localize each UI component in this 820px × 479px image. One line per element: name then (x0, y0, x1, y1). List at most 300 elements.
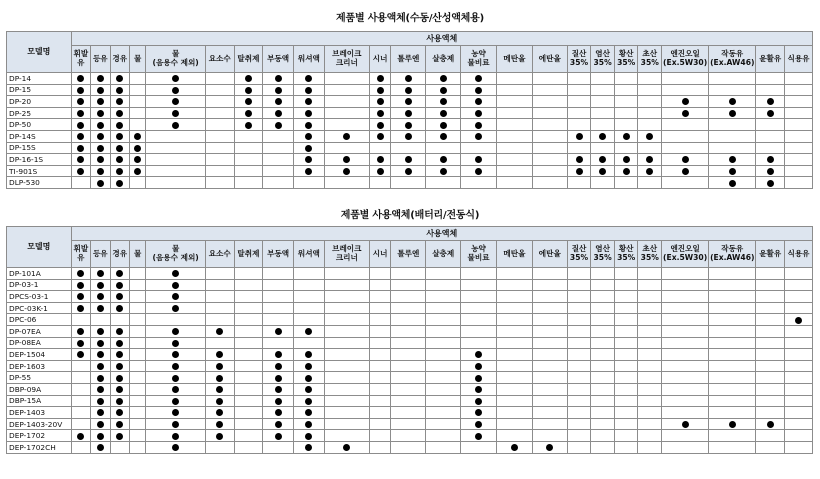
compatibility-cell (294, 119, 325, 131)
compatibility-cell (234, 395, 263, 407)
compatibility-cell (614, 119, 638, 131)
compatibility-cell (110, 395, 129, 407)
compatibility-cell (756, 314, 785, 326)
compatibility-cell (146, 314, 205, 326)
compatibility-cell (205, 165, 234, 177)
liquid-column-header: 탈취제 (234, 241, 263, 268)
compatibility-cell (71, 337, 90, 349)
compatibility-cell (91, 177, 110, 189)
compatibility-cell (205, 441, 234, 453)
compatibility-cell (497, 430, 533, 442)
compatibility-cell (567, 372, 591, 384)
compatibility-cell (391, 177, 426, 189)
compatible-dot-icon (475, 133, 482, 140)
compatibility-cell (91, 302, 110, 314)
compatibility-cell (324, 325, 369, 337)
compatibility-cell (497, 360, 533, 372)
compatibility-cell (294, 325, 325, 337)
compatibility-cell (110, 119, 129, 131)
compatibility-cell (130, 383, 146, 395)
compatibility-cell (591, 73, 615, 85)
compatibility-cell (205, 372, 234, 384)
compatible-dot-icon (275, 328, 282, 335)
compatibility-cell (110, 268, 129, 280)
compatibility-cell (294, 73, 325, 85)
compatible-dot-icon (97, 444, 104, 451)
compatibility-cell (294, 279, 325, 291)
compatibility-cell (785, 279, 813, 291)
compatible-dot-icon (77, 156, 84, 163)
liquid-column-header: 워셔액 (294, 241, 325, 268)
compatibility-cell (91, 418, 110, 430)
compatible-dot-icon (305, 409, 312, 416)
compatibility-cell (324, 372, 369, 384)
compatible-dot-icon (623, 156, 630, 163)
compatibility-cell (110, 279, 129, 291)
compatibility-cell (662, 302, 709, 314)
table-row (7, 395, 813, 407)
liquid-column-header: 요소수 (205, 46, 234, 73)
model-name-cell: DP-25 (7, 107, 72, 119)
compatible-dot-icon (116, 328, 123, 335)
compatibility-cell (591, 349, 615, 361)
compatible-dot-icon (275, 433, 282, 440)
compatibility-cell (130, 130, 146, 142)
compatibility-cell (146, 73, 205, 85)
compatibility-cell (461, 325, 497, 337)
compatibility-cell (532, 349, 567, 361)
model-name-cell: DP-14S (7, 130, 72, 142)
compatibility-cell (709, 302, 756, 314)
compatibility-cell (91, 165, 110, 177)
compatibility-cell (391, 314, 426, 326)
compatibility-cell (532, 441, 567, 453)
compatibility-cell (146, 430, 205, 442)
compatibility-cell (263, 84, 294, 96)
compatible-dot-icon (377, 122, 384, 129)
compatibility-cell (662, 96, 709, 108)
compatibility-cell (614, 130, 638, 142)
compatibility-cell (391, 73, 426, 85)
compatible-dot-icon (77, 98, 84, 105)
compatible-dot-icon (116, 87, 123, 94)
compatibility-cell (294, 360, 325, 372)
compatible-dot-icon (682, 156, 689, 163)
compatibility-cell (497, 107, 533, 119)
compatibility-cell (497, 383, 533, 395)
compatible-dot-icon (440, 75, 447, 82)
compatible-dot-icon (116, 340, 123, 347)
compatibility-cell (110, 360, 129, 372)
compatibility-cell (205, 325, 234, 337)
compatibility-cell (146, 360, 205, 372)
compatibility-cell (497, 268, 533, 280)
table-row (7, 372, 813, 384)
compatibility-cell (426, 96, 461, 108)
compatibility-cell (638, 418, 662, 430)
compatibility-cell (234, 130, 263, 142)
compatibility-cell (391, 407, 426, 419)
compatibility-cell (591, 395, 615, 407)
compatibility-cell (146, 142, 205, 154)
table-row (7, 314, 813, 326)
compatibility-cell (532, 279, 567, 291)
model-name-cell: DEP-1403-20V (7, 418, 72, 430)
liquid-column-header: 부동액 (263, 241, 294, 268)
compatibility-cell (567, 84, 591, 96)
compatibility-cell (130, 142, 146, 154)
compatible-dot-icon (116, 282, 123, 289)
compatibility-cell (391, 302, 426, 314)
compatibility-cell (497, 349, 533, 361)
compatibility-cell (567, 130, 591, 142)
compatibility-cell (110, 291, 129, 303)
liquid-column-header: 작동유 (Ex.AW46) (709, 241, 756, 268)
compatibility-cell (461, 119, 497, 131)
compatible-dot-icon (97, 340, 104, 347)
compatibility-cell (146, 119, 205, 131)
table-row (7, 279, 813, 291)
model-name-cell: DP-15 (7, 84, 72, 96)
compatibility-cell (205, 73, 234, 85)
compatibility-cell (324, 395, 369, 407)
compatibility-cell (638, 119, 662, 131)
liquid-column-header: 메탄올 (497, 241, 533, 268)
compatibility-cell (110, 430, 129, 442)
compatibility-cell (71, 302, 90, 314)
compatible-dot-icon (116, 305, 123, 312)
compatibility-cell (614, 84, 638, 96)
compatibility-cell (234, 279, 263, 291)
compatibility-cell (662, 360, 709, 372)
compatibility-cell (567, 279, 591, 291)
compatibility-cell (369, 430, 391, 442)
table-row (7, 337, 813, 349)
compatible-dot-icon (305, 363, 312, 370)
compatibility-cell (205, 302, 234, 314)
compatibility-cell (146, 165, 205, 177)
compatibility-cell (497, 314, 533, 326)
compatible-dot-icon (97, 180, 104, 187)
compatibility-cell (662, 325, 709, 337)
compatibility-cell (638, 291, 662, 303)
compatibility-cell (709, 279, 756, 291)
compatibility-cell (638, 142, 662, 154)
compatible-dot-icon (305, 351, 312, 358)
liquid-column-header: 농약 물비료 (461, 46, 497, 73)
compatibility-cell (532, 165, 567, 177)
compatibility-cell (756, 430, 785, 442)
compatibility-cell (426, 84, 461, 96)
compatible-dot-icon (116, 180, 123, 187)
compatibility-cell (391, 418, 426, 430)
compatibility-cell (426, 395, 461, 407)
compatible-dot-icon (475, 398, 482, 405)
compatibility-cell (662, 430, 709, 442)
compatibility-cell (461, 360, 497, 372)
compatible-dot-icon (97, 156, 104, 163)
liquid-column-header: 황산 35% (614, 241, 638, 268)
table-row (7, 96, 813, 108)
compatibility-cell (532, 430, 567, 442)
compatibility-cell (391, 268, 426, 280)
compatible-dot-icon (172, 87, 179, 94)
compatibility-cell (591, 372, 615, 384)
compatibility-cell (324, 268, 369, 280)
compatible-dot-icon (172, 282, 179, 289)
compatible-dot-icon (77, 340, 84, 347)
compatibility-cell (497, 165, 533, 177)
compatibility-cell (785, 268, 813, 280)
compatibility-cell (638, 302, 662, 314)
compatible-dot-icon (245, 122, 252, 129)
compatible-dot-icon (305, 110, 312, 117)
compatibility-cell (234, 314, 263, 326)
compatibility-cell (567, 325, 591, 337)
compatibility-cell (205, 130, 234, 142)
compatible-dot-icon (116, 363, 123, 370)
compatibility-cell (709, 119, 756, 131)
compatibility-cell (110, 96, 129, 108)
compatibility-cell (369, 325, 391, 337)
liquid-column-header: 염산 35% (591, 46, 615, 73)
compatible-dot-icon (682, 110, 689, 117)
compatibility-cell (130, 154, 146, 166)
compatibility-cell (567, 383, 591, 395)
compatible-dot-icon (305, 375, 312, 382)
model-column-header: 모델명 (7, 227, 72, 268)
compatible-dot-icon (475, 351, 482, 358)
compatibility-cell (91, 372, 110, 384)
compatibility-cell (324, 84, 369, 96)
compatibility-cell (497, 302, 533, 314)
compatibility-cell (130, 418, 146, 430)
compatibility-cell (426, 107, 461, 119)
compatibility-cell (91, 383, 110, 395)
compatibility-cell (391, 130, 426, 142)
compatibility-cell (532, 325, 567, 337)
model-name-cell: DP-55 (7, 372, 72, 384)
compatibility-cell (91, 154, 110, 166)
compatibility-cell (130, 107, 146, 119)
compatibility-cell (532, 383, 567, 395)
compatibility-cell (91, 268, 110, 280)
compatibility-cell (638, 279, 662, 291)
compatibility-cell (369, 142, 391, 154)
compatibility-cell (532, 337, 567, 349)
compatibility-cell (709, 349, 756, 361)
table-row (7, 407, 813, 419)
liquid-column-header: 윤활유 (756, 241, 785, 268)
compatibility-cell (146, 407, 205, 419)
liquid-column-header: 식용유 (785, 46, 813, 73)
compatible-dot-icon (275, 110, 282, 117)
compatibility-cell (532, 177, 567, 189)
compatibility-cell (756, 177, 785, 189)
compatibility-cell (614, 177, 638, 189)
compatibility-cell (567, 395, 591, 407)
compatible-dot-icon (475, 98, 482, 105)
compatibility-cell (71, 407, 90, 419)
model-name-cell: DBP-09A (7, 383, 72, 395)
liquid-compatibility-table-battery (6, 226, 813, 454)
compatibility-cell (263, 337, 294, 349)
compatible-dot-icon (343, 444, 350, 451)
compatibility-cell (785, 142, 813, 154)
compatibility-cell (391, 441, 426, 453)
compatibility-cell (234, 337, 263, 349)
compatibility-cell (638, 372, 662, 384)
compatibility-cell (756, 73, 785, 85)
compatibility-cell (71, 154, 90, 166)
compatibility-cell (369, 349, 391, 361)
compatibility-cell (205, 337, 234, 349)
compatibility-cell (567, 142, 591, 154)
compatibility-cell (756, 119, 785, 131)
compatibility-cell (324, 337, 369, 349)
compatible-dot-icon (305, 98, 312, 105)
compatibility-cell (369, 302, 391, 314)
compatible-dot-icon (729, 421, 736, 428)
compatibility-cell (591, 302, 615, 314)
compatibility-cell (91, 84, 110, 96)
compatible-dot-icon (275, 351, 282, 358)
liquid-column-header: 초산 35% (638, 241, 662, 268)
compatibility-cell (638, 165, 662, 177)
compatibility-cell (205, 142, 234, 154)
compatible-dot-icon (216, 398, 223, 405)
table-row (7, 177, 813, 189)
compatible-dot-icon (116, 98, 123, 105)
compatibility-cell (234, 407, 263, 419)
compatible-dot-icon (377, 87, 384, 94)
compatibility-cell (324, 430, 369, 442)
compatibility-cell (614, 314, 638, 326)
compatible-dot-icon (172, 340, 179, 347)
compatible-dot-icon (245, 87, 252, 94)
compatible-dot-icon (795, 317, 802, 324)
compatible-dot-icon (599, 156, 606, 163)
compatibility-cell (532, 73, 567, 85)
compatibility-cell (324, 291, 369, 303)
compatibility-cell (426, 337, 461, 349)
compatibility-cell (263, 119, 294, 131)
compatibility-cell (324, 119, 369, 131)
compatibility-cell (71, 349, 90, 361)
compatibility-cell (71, 142, 90, 154)
compatible-dot-icon (729, 98, 736, 105)
compatibility-cell (130, 268, 146, 280)
compatibility-cell (614, 349, 638, 361)
compatibility-cell (71, 165, 90, 177)
compatibility-cell (591, 430, 615, 442)
liquid-column-header: 식용유 (785, 241, 813, 268)
compatibility-cell (426, 314, 461, 326)
compatibility-cell (324, 177, 369, 189)
compatibility-cell (391, 142, 426, 154)
compatibility-cell (591, 441, 615, 453)
compatible-dot-icon (377, 168, 384, 175)
compatible-dot-icon (440, 98, 447, 105)
compatibility-cell (426, 119, 461, 131)
compatibility-cell (234, 430, 263, 442)
compatible-dot-icon (116, 75, 123, 82)
compatibility-cell (614, 337, 638, 349)
compatibility-cell (263, 395, 294, 407)
compatible-dot-icon (440, 110, 447, 117)
liquid-column-header: 시너 (369, 46, 391, 73)
model-name-cell: DPCS-03-1 (7, 291, 72, 303)
compatibility-cell (785, 430, 813, 442)
table-row (7, 418, 813, 430)
compatibility-cell (497, 291, 533, 303)
compatibility-cell (369, 418, 391, 430)
compatibility-cell (709, 360, 756, 372)
compatibility-cell (263, 372, 294, 384)
compatibility-cell (709, 130, 756, 142)
compatibility-cell (263, 107, 294, 119)
compatibility-cell (91, 395, 110, 407)
compatibility-cell (234, 96, 263, 108)
compatibility-cell (263, 279, 294, 291)
compatibility-cell (426, 430, 461, 442)
liquid-column-header: 질산 35% (567, 241, 591, 268)
compatibility-cell (662, 291, 709, 303)
compatibility-cell (662, 441, 709, 453)
compatible-dot-icon (767, 156, 774, 163)
compatibility-cell (638, 325, 662, 337)
compatibility-cell (461, 383, 497, 395)
compatibility-cell (369, 73, 391, 85)
compatibility-cell (71, 314, 90, 326)
compatible-dot-icon (97, 328, 104, 335)
compatible-dot-icon (245, 110, 252, 117)
compatibility-cell (205, 418, 234, 430)
compatibility-cell (567, 441, 591, 453)
compatibility-cell (91, 349, 110, 361)
compatibility-cell (709, 73, 756, 85)
compatibility-cell (91, 430, 110, 442)
compatibility-cell (591, 279, 615, 291)
compatible-dot-icon (599, 133, 606, 140)
compatibility-cell (614, 73, 638, 85)
compatibility-cell (91, 291, 110, 303)
compatibility-cell (785, 314, 813, 326)
liquid-column-header: 톨루엔 (391, 46, 426, 73)
compatible-dot-icon (729, 110, 736, 117)
model-name-cell: DP-20 (7, 96, 72, 108)
compatibility-cell (709, 165, 756, 177)
compatibility-cell (146, 349, 205, 361)
compatibility-cell (91, 142, 110, 154)
compatibility-cell (614, 383, 638, 395)
compatibility-cell (756, 302, 785, 314)
liquid-column-header: 엔진오일 (Ex.5W30) (662, 46, 709, 73)
compatibility-cell (369, 130, 391, 142)
compatibility-cell (294, 430, 325, 442)
compatibility-cell (130, 96, 146, 108)
compatibility-cell (91, 360, 110, 372)
table-row (7, 154, 813, 166)
compatibility-cell (110, 142, 129, 154)
compatible-dot-icon (172, 305, 179, 312)
compatibility-cell (497, 154, 533, 166)
compatibility-cell (205, 119, 234, 131)
compatibility-cell (324, 142, 369, 154)
compatible-dot-icon (77, 133, 84, 140)
compatibility-cell (614, 395, 638, 407)
compatible-dot-icon (172, 363, 179, 370)
